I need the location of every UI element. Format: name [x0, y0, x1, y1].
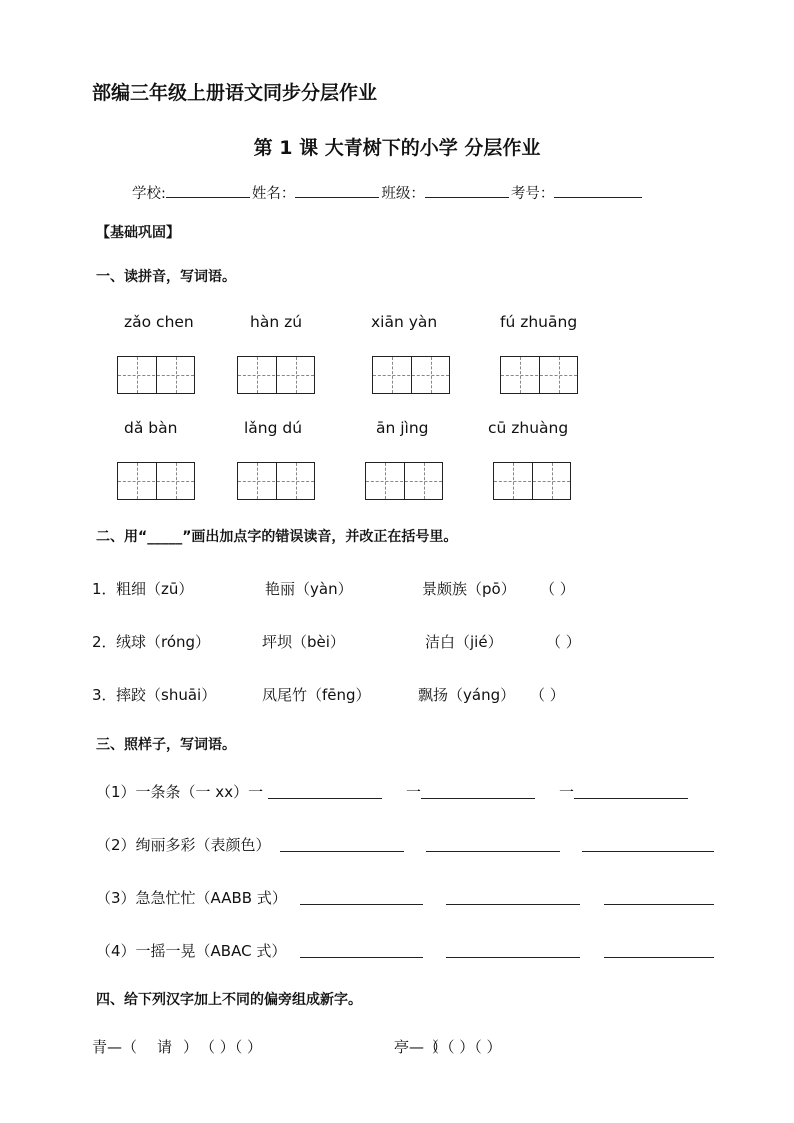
- writing-grid[interactable]: [372, 356, 450, 394]
- answer-parentheses[interactable]: ）（ ）（ ）: [432, 1038, 502, 1056]
- q2-item: 飘扬（yáng）: [418, 686, 516, 704]
- pinyin-label: xiān yàn: [371, 313, 438, 331]
- q2-row-number: 1．: [92, 580, 117, 598]
- q3-row-label: （2）绚丽多彩（表颜色）: [96, 836, 271, 854]
- answer-blank[interactable]: [446, 903, 580, 905]
- writing-grid[interactable]: [117, 356, 195, 394]
- q3-dash: 一: [406, 783, 422, 801]
- exam-number-label: 考号：: [510, 186, 555, 202]
- writing-grid[interactable]: [493, 462, 571, 500]
- answer-parentheses[interactable]: （ ）: [530, 686, 565, 704]
- answer-blank[interactable]: [604, 903, 714, 905]
- answer-parentheses[interactable]: （ ）（ ）: [200, 1038, 263, 1056]
- q3-row-label: （1）一条条（一 xx）一: [96, 783, 264, 801]
- q4-base-char-qing: 青—（: [92, 1038, 138, 1056]
- q4-title: 四、给下列汉字加上不同的偏旁组成新字。: [96, 992, 362, 1008]
- exam-number-blank[interactable]: [554, 183, 642, 198]
- writing-grid[interactable]: [500, 356, 578, 394]
- school-blank[interactable]: [166, 183, 250, 198]
- q2-item: 绒球（róng）: [116, 633, 211, 651]
- answer-blank[interactable]: [426, 850, 560, 852]
- pinyin-label: lǎng dú: [244, 419, 303, 437]
- name-blank[interactable]: [295, 183, 379, 198]
- class-blank[interactable]: [425, 183, 509, 198]
- q1-title: 一、读拼音，写词语。: [96, 269, 236, 285]
- q3-dash: 一: [559, 783, 575, 801]
- pinyin-label: ān jìng: [376, 419, 429, 437]
- q2-title: 二、用“_____”画出加点字的错误读音，并改正在括号里。: [96, 529, 458, 545]
- pinyin-label: fú zhuāng: [500, 313, 578, 331]
- answer-blank[interactable]: [280, 850, 404, 852]
- section-basic-heading: 【基础巩固】: [96, 225, 180, 241]
- q2-item: 坪坝（bèi）: [262, 633, 345, 651]
- answer-blank[interactable]: [446, 956, 580, 958]
- name-label: 姓名：: [251, 186, 296, 202]
- q2-item: 景颇族（pō）: [422, 580, 516, 598]
- q4-example-char: 请: [157, 1038, 173, 1056]
- answer-blank[interactable]: [421, 797, 535, 799]
- writing-grid[interactable]: [117, 462, 195, 500]
- q4-base-char-ting: 亭—（: [394, 1038, 440, 1056]
- answer-blank[interactable]: [300, 903, 423, 905]
- q3-row-label: （3）急急忙忙（AABB 式）: [96, 889, 287, 907]
- q2-item: 洁白（jié）: [425, 633, 503, 651]
- q2-item: 摔跤（shuāi）: [116, 686, 217, 704]
- answer-blank[interactable]: [582, 850, 714, 852]
- pinyin-label: dǎ bàn: [124, 419, 178, 437]
- answer-parentheses[interactable]: （ ）: [540, 580, 575, 598]
- q3-row-label: （4）一摇一晃（ABAC 式）: [96, 942, 287, 960]
- pinyin-label: cū zhuàng: [488, 419, 569, 437]
- class-label: 班级：: [381, 186, 425, 202]
- answer-blank[interactable]: [268, 797, 382, 799]
- answer-blank[interactable]: [604, 956, 714, 958]
- answer-blank[interactable]: [300, 956, 423, 958]
- pinyin-label: zǎo chen: [124, 313, 194, 331]
- series-title: 部编三年级上册语文同步分层作业: [92, 82, 378, 104]
- q2-row-number: 2．: [92, 633, 117, 651]
- writing-grid[interactable]: [365, 462, 443, 500]
- student-info-fields: [132, 182, 644, 203]
- pinyin-label: hàn zú: [250, 313, 303, 331]
- q2-item: 粗细（zū）: [116, 580, 194, 598]
- q2-item: 凤尾竹（fēng）: [262, 686, 371, 704]
- writing-grid[interactable]: [237, 356, 315, 394]
- q3-title: 三、照样子，写词语。: [96, 737, 236, 753]
- school-label: 学校:: [132, 186, 166, 202]
- answer-blank[interactable]: [574, 797, 688, 799]
- q2-row-number: 3．: [92, 686, 117, 704]
- q4-close-paren: ）: [183, 1038, 199, 1056]
- writing-grid[interactable]: [237, 462, 315, 500]
- lesson-title: 第 1 课 大青树下的小学 分层作业: [253, 137, 541, 159]
- q2-item: 艳丽（yàn）: [265, 580, 353, 598]
- answer-parentheses[interactable]: （ ）: [546, 633, 581, 651]
